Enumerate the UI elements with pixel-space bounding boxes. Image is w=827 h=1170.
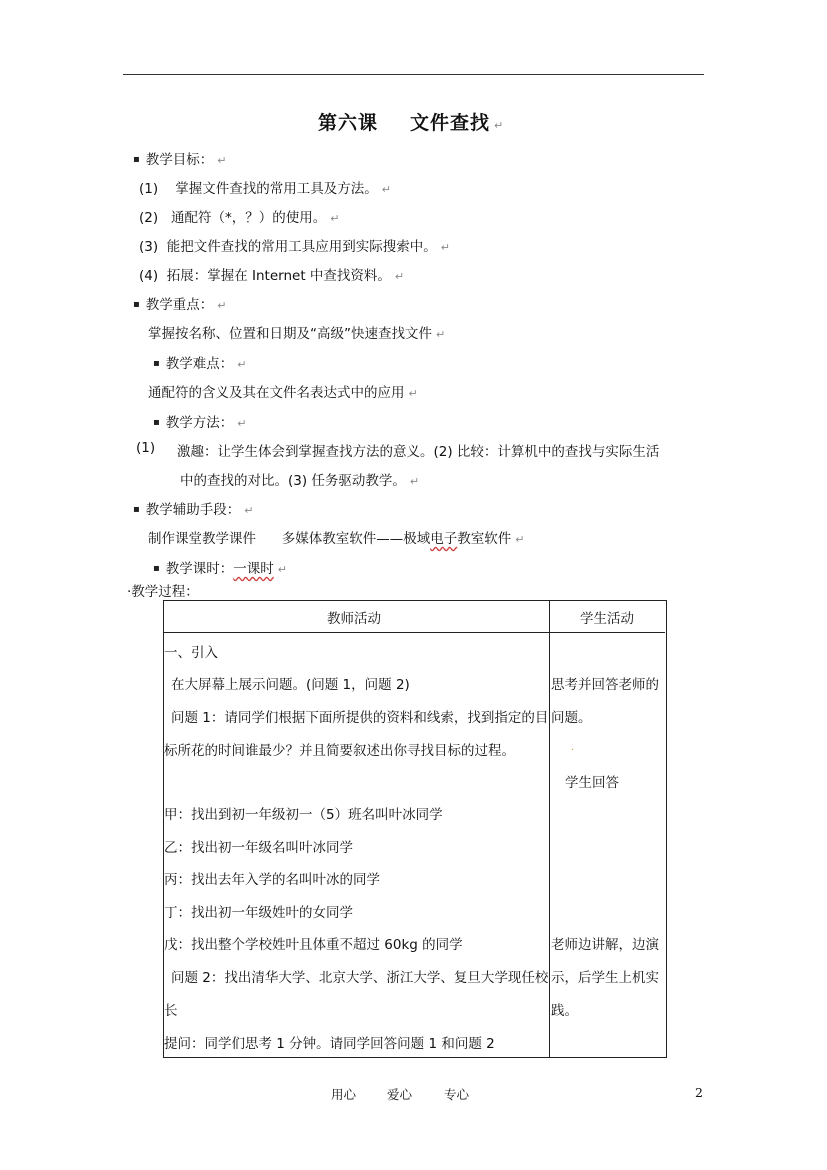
aids-heading: ▪ 教学辅助手段： ↵	[133, 502, 254, 518]
process-heading: ·教学过程：	[127, 584, 199, 600]
bullet-icon: ▪	[153, 417, 160, 428]
key-text: 掌握按名称、位置和日期及“高级”快速查找文件 ↵	[148, 326, 446, 342]
teacher-line: 问题 2：找出清华大学、北京大学、浙江大学、复旦大学现任校	[171, 970, 549, 986]
key-heading: ▪ 教学重点： ↵	[133, 297, 227, 313]
difficulty-text: 通配符的含义及其在文件名表达式中的应用 ↵	[148, 385, 418, 401]
goal-3: (3) 能把文件查找的常用工具应用到实际搜索中。 ↵	[139, 239, 450, 255]
header-student-activity: 学生活动	[580, 611, 634, 627]
table-column-divider	[549, 600, 550, 1057]
aids-text: 制作课堂教学课件 多媒体教室软件——极域电子教室软件 ↵	[148, 531, 525, 547]
bullet-icon: ▪	[153, 358, 160, 369]
page-title: 第六课 文件查找 ↵	[318, 112, 505, 134]
header-rule	[123, 74, 704, 75]
hours-line: ▪ 教学课时：一课时 ↵	[153, 561, 287, 577]
footer-motto-1: 用心	[331, 1087, 357, 1102]
student-line: 学生回答	[565, 775, 619, 791]
teacher-line: 提问：同学们思考 1 分钟。请同学回答问题 1 和问题 2	[164, 1036, 495, 1052]
teacher-line: 一、引入	[164, 645, 218, 661]
student-line: 践。	[551, 1003, 578, 1019]
teacher-line: 丙：找出去年入学的名叫叶冰的同学	[164, 872, 380, 888]
footer-motto-3: 专心	[444, 1087, 470, 1102]
activity-table	[163, 600, 667, 1058]
bullet-icon: ▪	[153, 563, 160, 574]
teacher-line: 问题 1：请同学们根据下面所提供的资料和线索，找到指定的目	[171, 710, 549, 726]
teacher-line: 丁：找出初一年级姓叶的女同学	[164, 905, 353, 921]
page-number: 2	[695, 1085, 703, 1100]
teacher-line: 长	[164, 1003, 178, 1019]
return-mark: ↵	[494, 119, 505, 132]
method-line-2: 中的查找的对比。(3) 任务驱动教学。 ↵	[180, 473, 420, 489]
footer-motto-2: 爱心	[387, 1087, 413, 1102]
goals-heading: ▪ 教学目标： ↵	[133, 152, 227, 168]
student-line: 老师边讲解，边演	[551, 937, 659, 953]
goal-2: (2) 通配符（*，？）的使用。 ↵	[139, 210, 340, 226]
student-line: 问题。	[551, 710, 592, 726]
table-header-divider	[163, 632, 665, 633]
header-teacher-activity: 教师活动	[327, 611, 381, 627]
stray-dot: .	[571, 742, 575, 753]
teacher-line: 甲：找出到初一年级初一（5）班名叫叶冰同学	[164, 807, 443, 823]
student-line: 思考并回答老师的	[551, 677, 659, 693]
teacher-line: 戊：找出整个学校姓叶且体重不超过 60kg 的同学	[164, 937, 463, 953]
method-line-1: 激趣：让学生体会到掌握查找方法的意义。(2) 比较：计算机中的查找与实际生活	[177, 444, 660, 460]
bullet-icon: ▪	[133, 299, 140, 310]
method-number: (1)	[136, 440, 156, 456]
student-line: 示，后学生上机实	[551, 970, 659, 986]
method-heading: ▪ 教学方法： ↵	[153, 415, 247, 431]
goal-4: (4) 拓展：掌握在 Internet 中查找资料。 ↵	[139, 268, 405, 284]
teacher-line: 标所花的时间谁最少？并且简要叙述出你寻找目标的过程。	[164, 743, 515, 759]
teacher-line: 乙：找出初一年级名叫叶冰同学	[164, 840, 353, 856]
bullet-icon: ▪	[133, 504, 140, 515]
goal-1: (1) 掌握文件查找的常用工具及方法。 ↵	[139, 181, 392, 197]
difficulty-heading: ▪ 教学难点： ↵	[153, 356, 247, 372]
teacher-line: 在大屏幕上展示问题。(问题 1，问题 2)	[171, 677, 410, 693]
bullet-icon: ▪	[133, 154, 140, 165]
